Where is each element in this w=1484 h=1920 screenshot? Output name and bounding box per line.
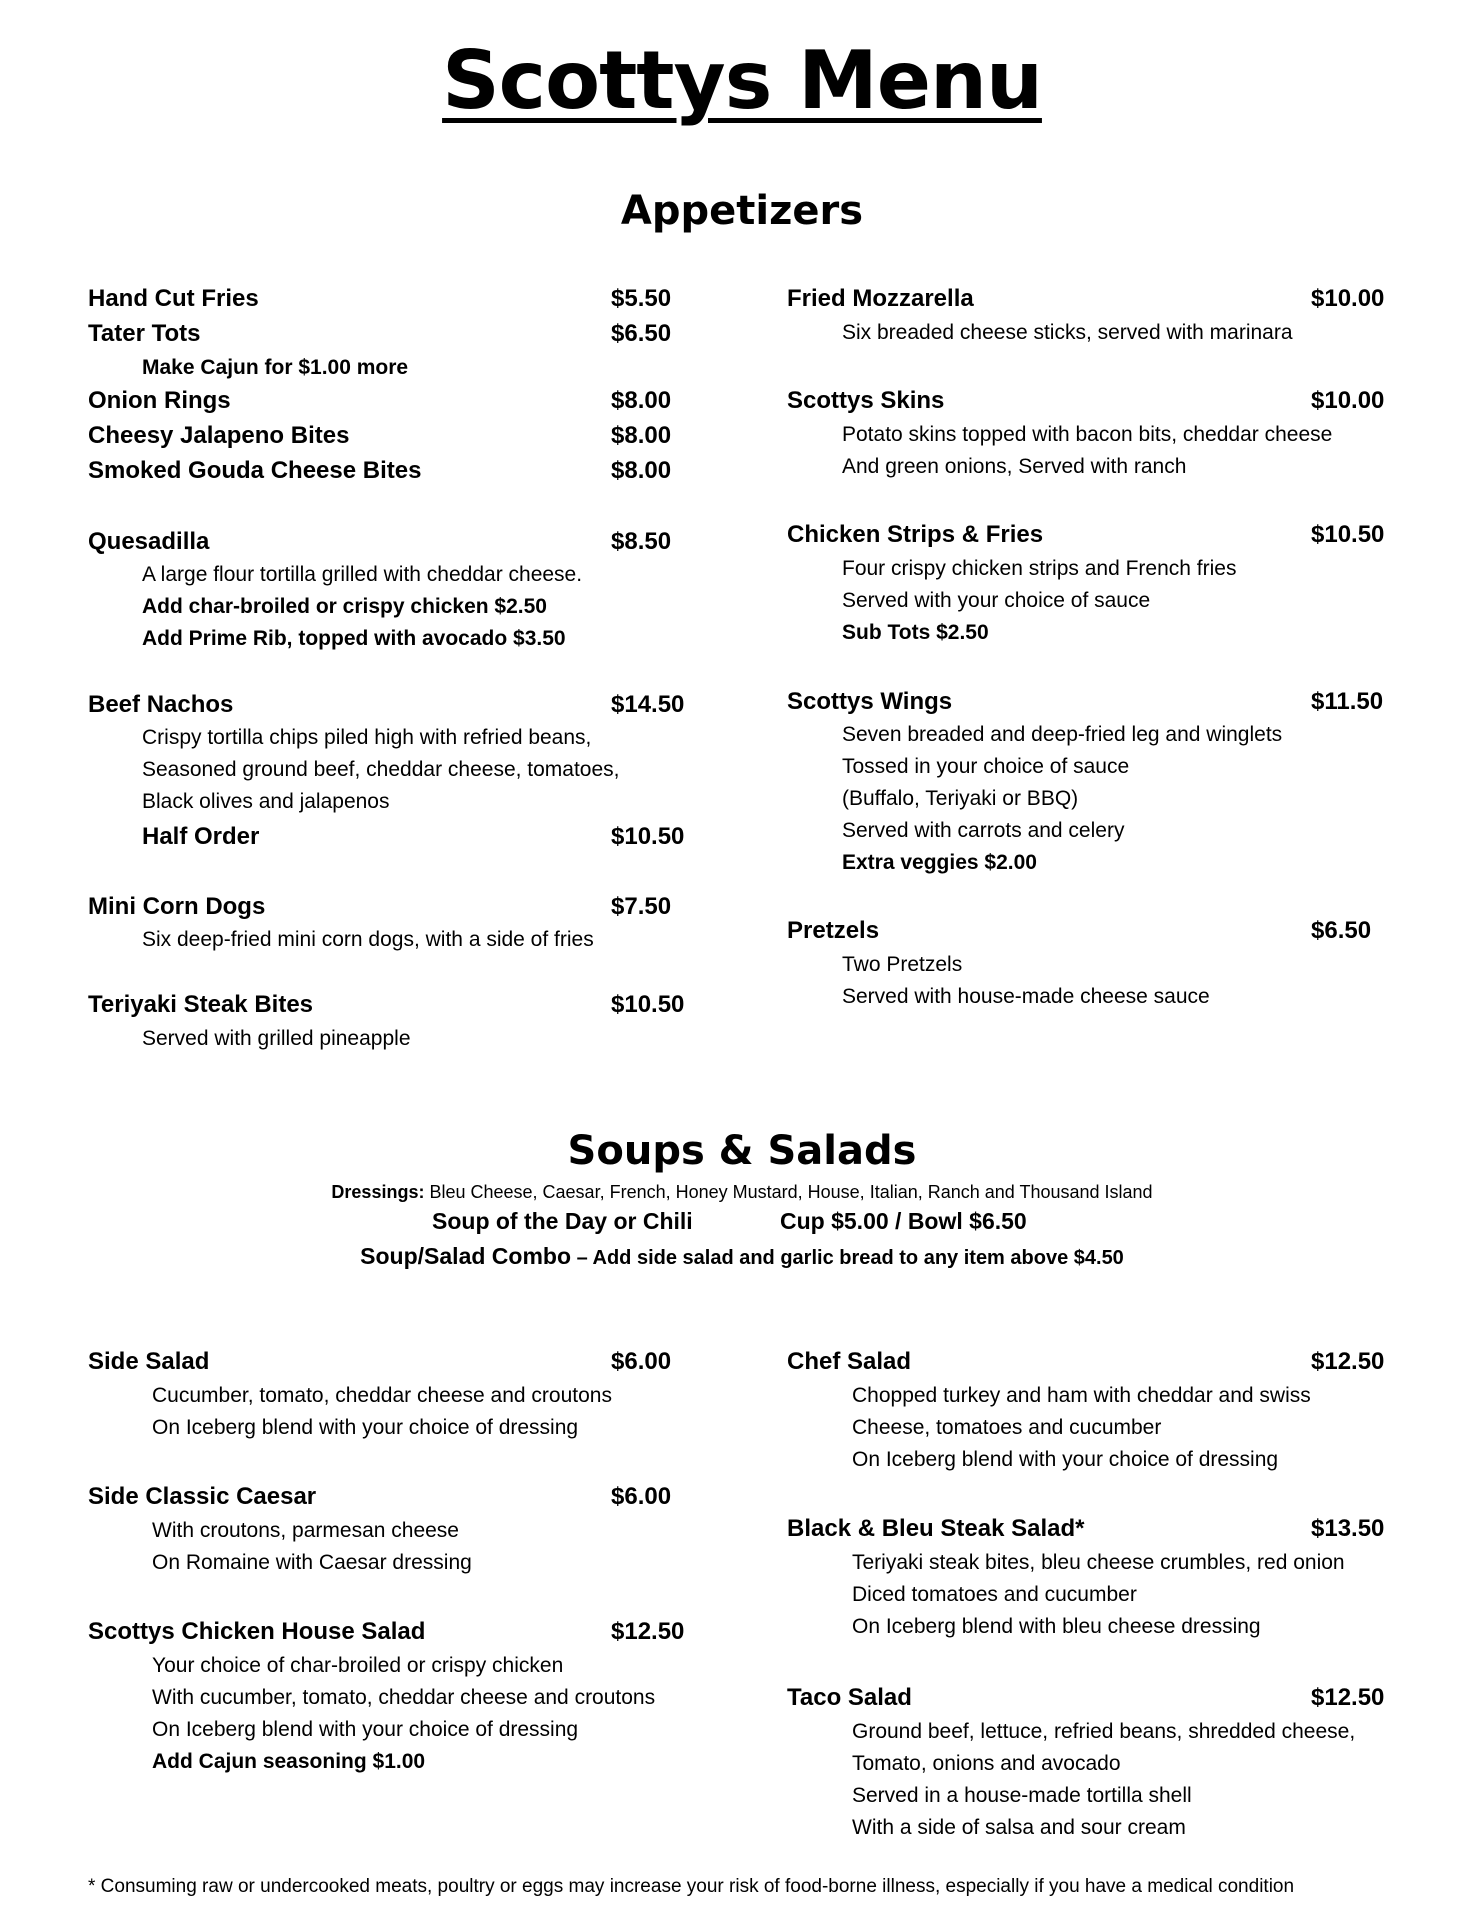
black-bleu-salad-desc-3: On Iceberg blend with bleu cheese dressing [852, 1615, 1261, 1638]
side-caesar-price: $6.00 [611, 1483, 672, 1510]
tater-tots-note: Make Cajun for $1.00 more [142, 356, 409, 379]
onion-rings-name: Onion Rings [88, 387, 231, 414]
scottys-skins-price: $10.00 [1311, 387, 1385, 414]
dressings-list: Bleu Cheese, Caesar, French, Honey Mustard, House, Italian, Ranch and Thousand Island [424, 1182, 1153, 1202]
pretzels-desc-1: Two Pretzels [842, 953, 963, 976]
beef-nachos-name: Beef Nachos [88, 691, 234, 718]
teriyaki-steak-bites-price: $10.50 [611, 991, 685, 1018]
quesadilla-name: Quesadilla [88, 528, 210, 555]
side-caesar-desc-2: On Romaine with Caesar dressing [152, 1551, 472, 1574]
side-caesar-name: Side Classic Caesar [88, 1483, 317, 1510]
beef-nachos-desc-1: Crispy tortilla chips piled high with refried beans, [142, 726, 592, 749]
scottys-wings-add: Extra veggies $2.00 [842, 851, 1037, 874]
taco-salad-name: Taco Salad [787, 1684, 912, 1711]
beef-nachos-desc-2: Seasoned ground beef, cheddar cheese, tomatoes, [142, 758, 620, 781]
taco-salad-price: $12.50 [1311, 1684, 1385, 1711]
chicken-house-salad-price: $12.50 [611, 1618, 685, 1645]
footnote: * Consuming raw or undercooked meats, poultry or eggs may increase your risk of food-borne illness, especially if you have a medical condition [88, 1876, 1295, 1897]
chef-salad-name: Chef Salad [787, 1348, 912, 1375]
menu-title: Scottys Menu [442, 34, 1042, 127]
combo-line [0, 1243, 1484, 1270]
chicken-house-salad-desc-1: Your choice of char-broiled or crispy chicken [152, 1654, 564, 1677]
teriyaki-steak-bites-name: Teriyaki Steak Bites [88, 991, 314, 1018]
quesadilla-add-prime-rib: Add Prime Rib, topped with avocado $3.50 [142, 627, 566, 650]
mini-corn-dogs-name: Mini Corn Dogs [88, 893, 266, 920]
chef-salad-desc-3: On Iceberg blend with your choice of dressing [852, 1448, 1279, 1471]
hand-cut-fries-name: Hand Cut Fries [88, 285, 259, 312]
side-caesar-desc-1: With croutons, parmesan cheese [152, 1519, 459, 1542]
chicken-house-salad-desc-3: On Iceberg blend with your choice of dressing [152, 1718, 579, 1741]
beef-nachos-half-price: $10.50 [611, 823, 685, 850]
onion-rings-price: $8.00 [611, 387, 672, 414]
teriyaki-steak-bites-desc: Served with grilled pineapple [142, 1027, 411, 1050]
scottys-wings-desc-1: Seven breaded and deep-fried leg and winglets [842, 723, 1283, 746]
chicken-house-salad-name: Scottys Chicken House Salad [88, 1618, 426, 1645]
quesadilla-price: $8.50 [611, 528, 672, 555]
scottys-wings-desc-2: Tossed in your choice of sauce [842, 755, 1130, 778]
fried-mozzarella-price: $10.00 [1311, 285, 1385, 312]
black-bleu-salad-desc-2: Diced tomatoes and cucumber [852, 1583, 1137, 1606]
pretzels-name: Pretzels [787, 917, 880, 944]
soups-salads-heading: Soups & Salads [567, 1128, 917, 1174]
smoked-gouda-price: $8.00 [611, 457, 672, 484]
fried-mozzarella-name: Fried Mozzarella [787, 285, 974, 312]
chicken-strips-desc-1: Four crispy chicken strips and French fries [842, 557, 1237, 580]
side-salad-price: $6.00 [611, 1348, 672, 1375]
combo-label: Soup/Salad Combo [360, 1243, 572, 1269]
scottys-skins-desc-2: And green onions, Served with ranch [842, 455, 1187, 478]
scottys-wings-price: $11.50 [1311, 688, 1384, 715]
side-salad-desc-2: On Iceberg blend with your choice of dressing [152, 1416, 579, 1439]
cheesy-jalapeno-name: Cheesy Jalapeno Bites [88, 422, 350, 449]
beef-nachos-desc-3: Black olives and jalapenos [142, 790, 390, 813]
quesadilla-add-chicken: Add char-broiled or crispy chicken $2.50 [142, 595, 547, 618]
black-bleu-salad-desc-1: Teriyaki steak bites, bleu cheese crumbles, red onion [852, 1551, 1345, 1574]
side-salad-desc-1: Cucumber, tomato, cheddar cheese and croutons [152, 1384, 612, 1407]
fried-mozzarella-desc: Six breaded cheese sticks, served with marinara [842, 321, 1293, 344]
scottys-wings-desc-4: Served with carrots and celery [842, 819, 1125, 842]
pretzels-desc-2: Served with house-made cheese sauce [842, 985, 1210, 1008]
beef-nachos-half-label: Half Order [142, 823, 260, 850]
mini-corn-dogs-desc: Six deep-fried mini corn dogs, with a side of fries [142, 928, 594, 951]
scottys-wings-name: Scottys Wings [787, 688, 953, 715]
chef-salad-price: $12.50 [1311, 1348, 1385, 1375]
chicken-strips-desc-2: Served with your choice of sauce [842, 589, 1151, 612]
tater-tots-name: Tater Tots [88, 320, 201, 347]
taco-salad-desc-2: Tomato, onions and avocado [852, 1752, 1121, 1775]
hand-cut-fries-price: $5.50 [611, 285, 672, 312]
taco-salad-desc-3: Served in a house-made tortilla shell [852, 1784, 1192, 1807]
side-salad-name: Side Salad [88, 1348, 210, 1375]
beef-nachos-price: $14.50 [611, 691, 685, 718]
scottys-wings-desc-3: (Buffalo, Teriyaki or BBQ) [842, 787, 1079, 810]
dressings-line [0, 1182, 1484, 1203]
soup-label: Soup of the Day or Chili [432, 1208, 693, 1234]
soup-prices: Cup $5.00 / Bowl $6.50 [780, 1208, 1027, 1234]
chicken-strips-add: Sub Tots $2.50 [842, 621, 989, 644]
quesadilla-desc: A large flour tortilla grilled with cheddar cheese. [142, 563, 583, 586]
taco-salad-desc-1: Ground beef, lettuce, refried beans, shredded cheese, [852, 1720, 1356, 1743]
black-bleu-salad-price: $13.50 [1311, 1515, 1385, 1542]
combo-desc: – Add side salad and garlic bread to any item above $4.50 [571, 1247, 1124, 1269]
chicken-strips-name: Chicken Strips & Fries [787, 521, 1044, 548]
tater-tots-price: $6.50 [611, 320, 672, 347]
chicken-house-salad-add: Add Cajun seasoning $1.00 [152, 1750, 426, 1773]
appetizers-heading: Appetizers [620, 188, 864, 234]
scottys-skins-desc-1: Potato skins topped with bacon bits, cheddar cheese [842, 423, 1333, 446]
chicken-house-salad-desc-2: With cucumber, tomato, cheddar cheese and croutons [152, 1686, 656, 1709]
chef-salad-desc-1: Chopped turkey and ham with cheddar and swiss [852, 1384, 1311, 1407]
chef-salad-desc-2: Cheese, tomatoes and cucumber [852, 1416, 1162, 1439]
mini-corn-dogs-price: $7.50 [611, 893, 672, 920]
black-bleu-salad-name: Black & Bleu Steak Salad* [787, 1515, 1085, 1542]
dressings-label: Dressings: [331, 1182, 425, 1202]
taco-salad-desc-4: With a side of salsa and sour cream [852, 1816, 1186, 1839]
chicken-strips-price: $10.50 [1311, 521, 1385, 548]
cheesy-jalapeno-price: $8.00 [611, 422, 672, 449]
pretzels-price: $6.50 [1311, 917, 1372, 944]
scottys-skins-name: Scottys Skins [787, 387, 945, 414]
smoked-gouda-name: Smoked Gouda Cheese Bites [88, 457, 422, 484]
